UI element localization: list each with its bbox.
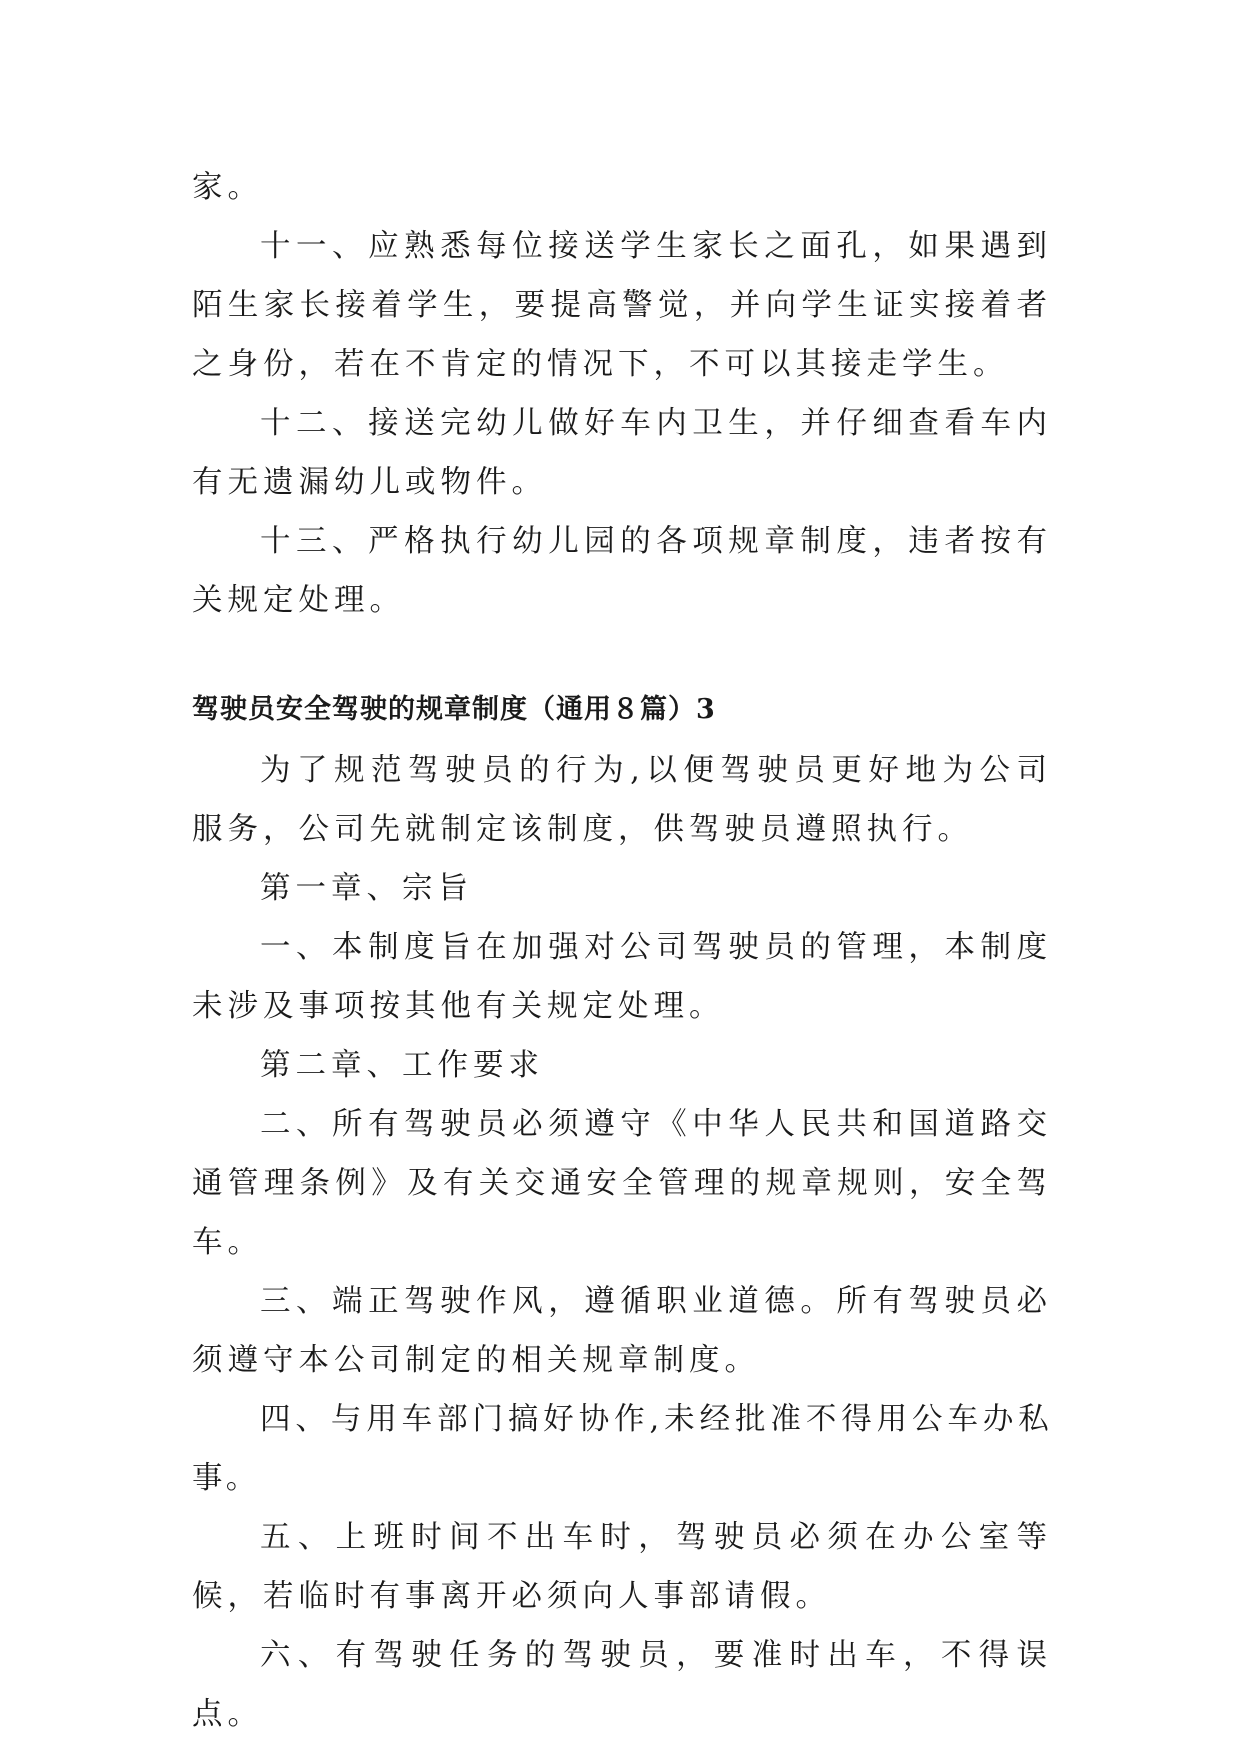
paragraph-item-12: 十二、接送完幼儿做好车内卫生，并仔细查看车内有无遗漏幼儿或物件。: [192, 406, 1052, 500]
main-text-block: [192, 741, 1052, 1744]
paragraph-article-3: 三、端正驾驶作风，遵循职业道德。所有驾驶员必须遵守本公司制定的相关规章制度。: [192, 1284, 1052, 1378]
section-title: 驾驶员安全驾驶的规章制度（通用８篇）3: [192, 694, 716, 725]
paragraph-article-5: 五、上班时间不出车时，驾驶员必须在办公室等候，若临时有事离开必须向人事部请假。: [192, 1520, 1052, 1614]
paragraph-article-2: 二、所有驾驶员必须遵守《中华人民共和国道路交通管理条例》及有关交通安全管理的规章规则，安全驾车。: [192, 1107, 1052, 1260]
paragraph-article-6: 六、有驾驶任务的驾驶员，要准时出车，不得误点。: [192, 1638, 1052, 1732]
paragraph-article-1: 一、本制度旨在加强对公司驾驶员的管理，本制度未涉及事项按其他有关规定处理。: [192, 930, 1052, 1024]
paragraph-item-11: 十一、应熟悉每位接送学生家长之面孔，如果遇到陌生家长接着学生，要提高警觉，并向学生证实接着者之身份，若在不肯定的情况下，不可以其接走学生。: [192, 229, 1052, 382]
chapter-heading-2: 第二章、工作要求: [260, 1048, 544, 1083]
paragraph-intro: 为了规范驾驶员的行为,以便驾驶员更好地为公司服务，公司先就制定该制度，供驾驶员遵照执行。: [192, 753, 1052, 847]
paragraph-article-4: 四、与用车部门搞好协作,未经批准不得用公车办私事。: [192, 1402, 1052, 1496]
paragraph-continuation: 家。: [192, 170, 263, 205]
chapter-heading-1: 第一章、宗旨: [260, 871, 473, 906]
top-text-block: [192, 158, 1052, 630]
paragraph-item-13: 十三、严格执行幼儿园的各项规章制度，违者按有关规定处理。: [192, 524, 1052, 618]
